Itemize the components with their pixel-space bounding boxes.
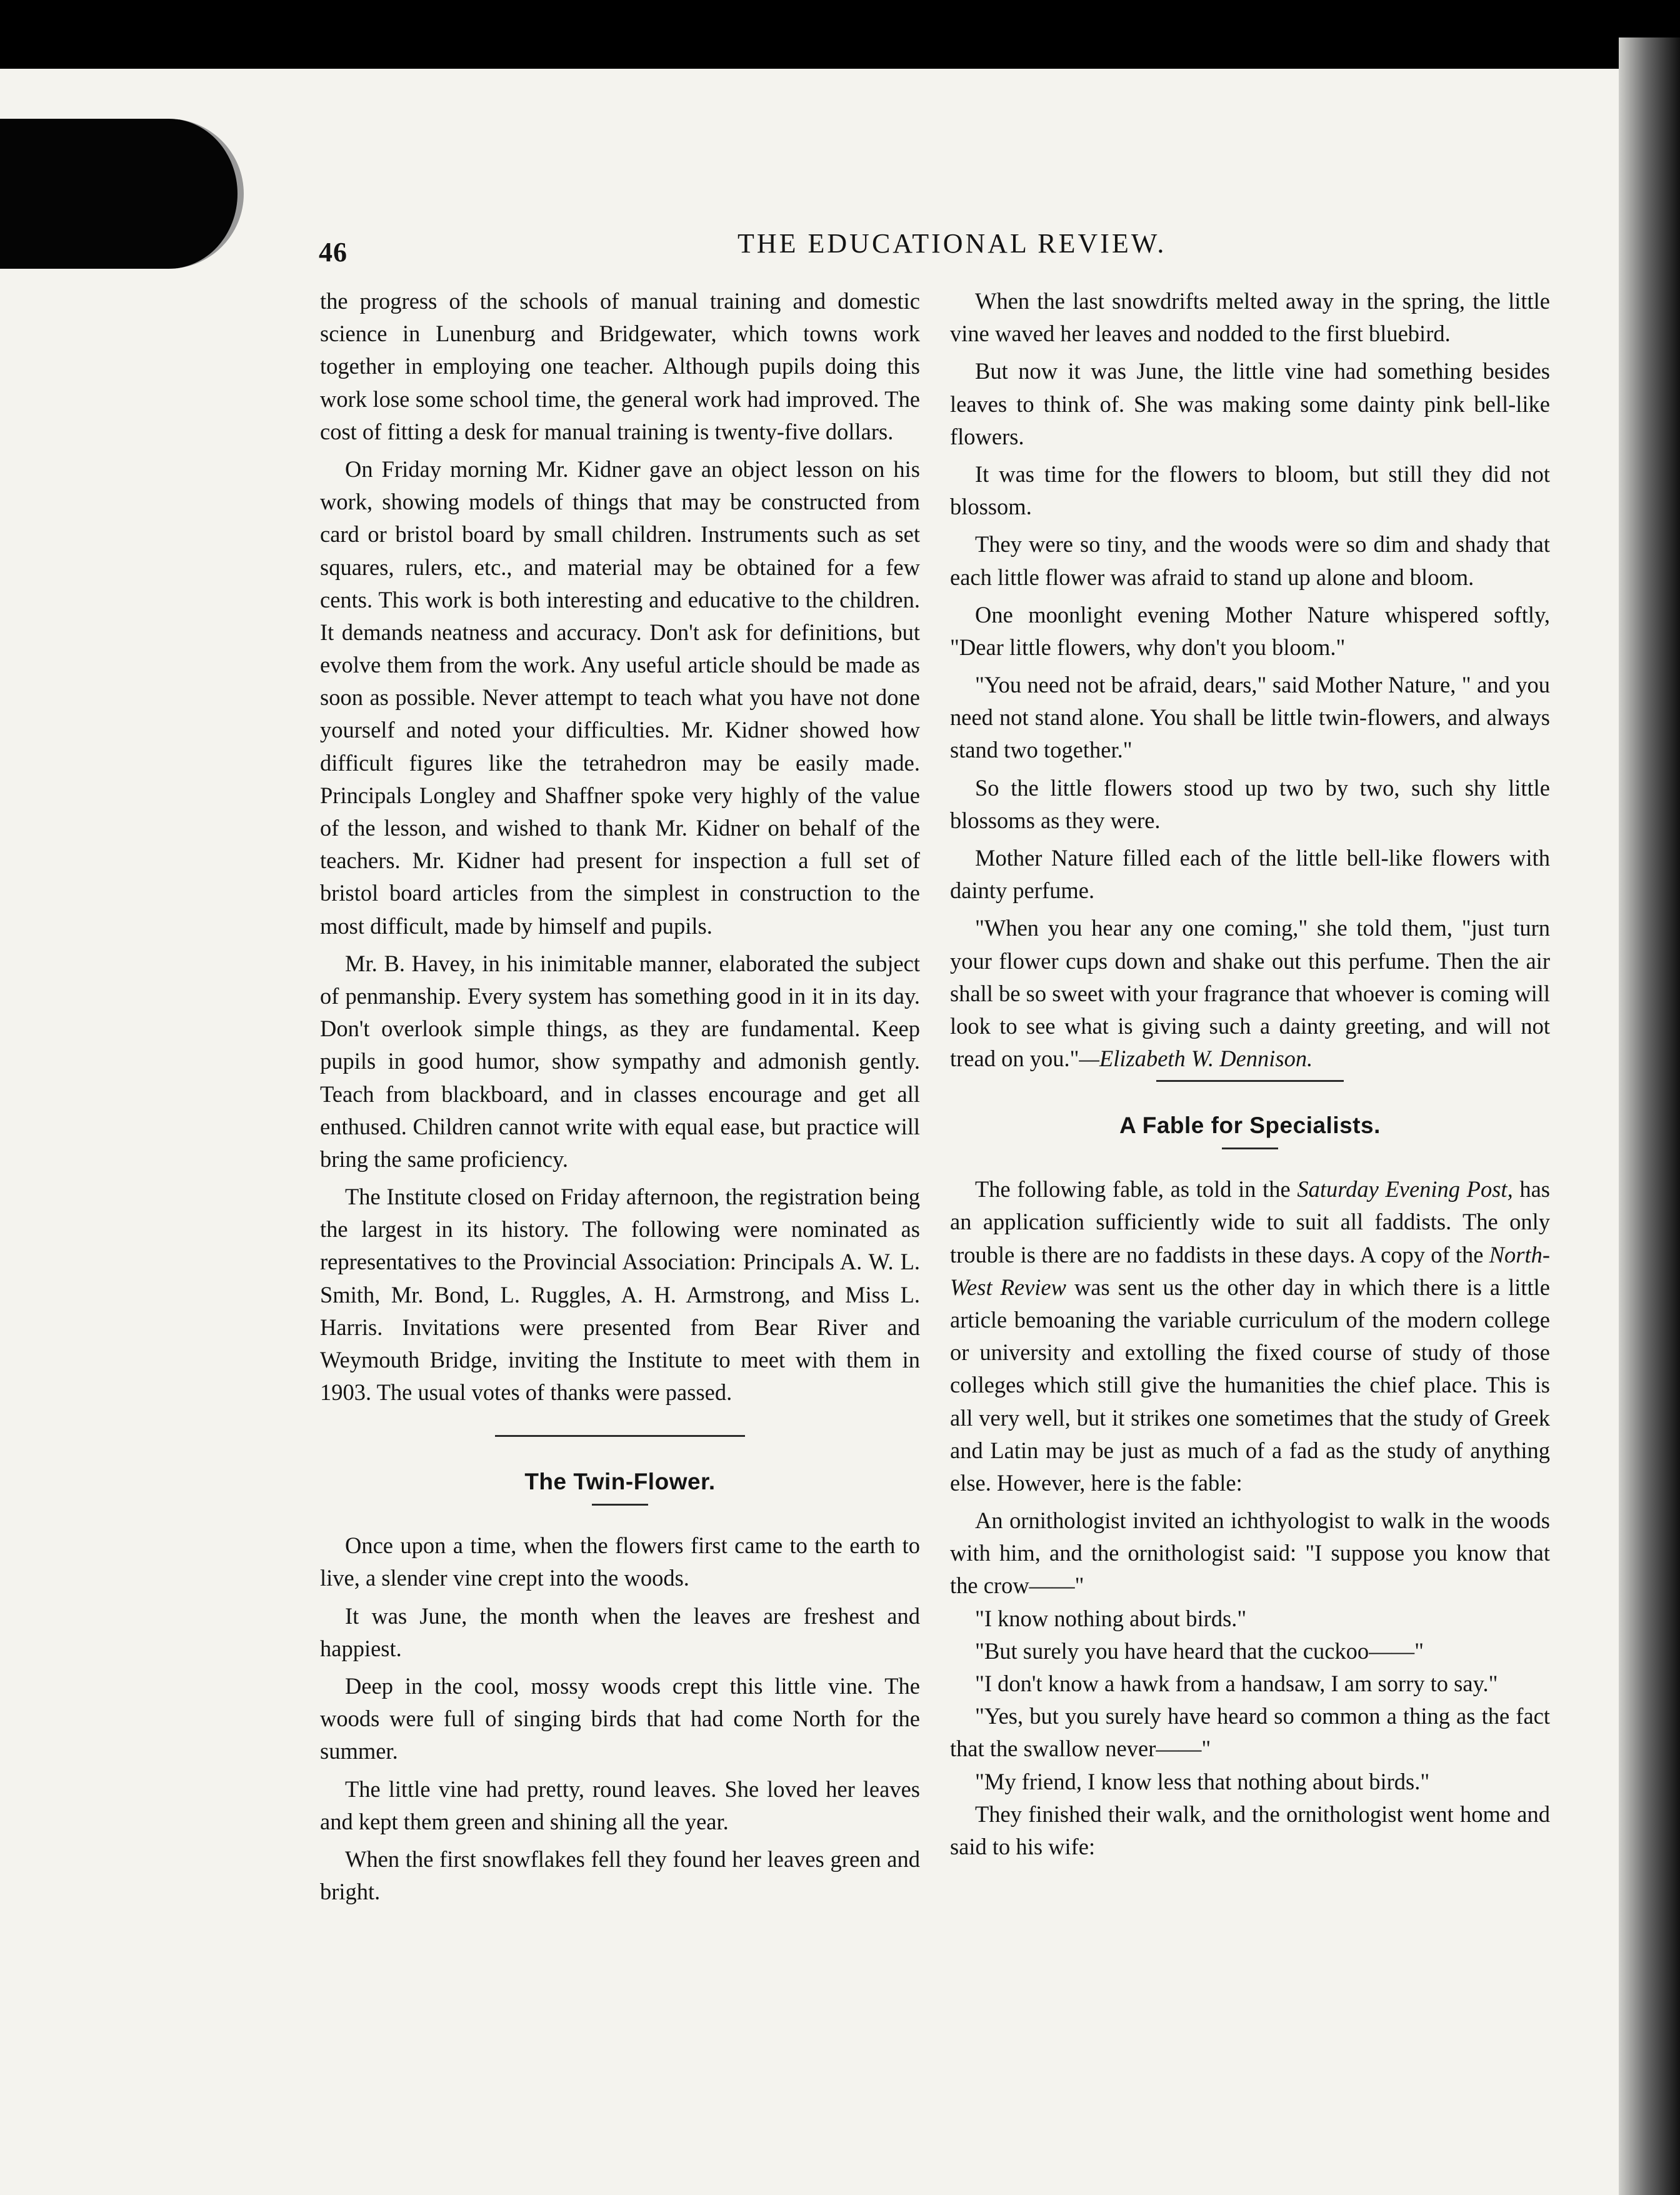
fable-intro <box>950 1173 1550 1499</box>
fable-dialog-line: An ornithologist invited an ichthyologist to walk in the woods with him, and the ornithologist said: "I suppose you know that the crow——" <box>950 1508 1550 1599</box>
story-paragraph: It was time for the flowers to bloom, but still they did not blossom. <box>950 461 1550 520</box>
book-spine-edge <box>1619 38 1680 2195</box>
story-paragraph: But now it was June, the little vine had something besides leaves to think of. She was making some dainty pink bell-like flowers. <box>950 358 1550 449</box>
title-underline <box>1222 1148 1278 1149</box>
fable-intro-text: The following fable, as told in the <box>975 1176 1298 1202</box>
fable-intro-text: has an application sufficiently wide to suit all faddists. The only trouble is there are no faddists in these days. A copy of the <box>950 1176 1550 1268</box>
fable-dialog-line: "But surely you have heard that the cuckoo——" <box>975 1638 1424 1664</box>
publication-title: North-West Review <box>950 1241 1550 1300</box>
story-paragraph: The little vine had pretty, round leaves. She loved her leaves and kept them green and shining all the year. <box>320 1776 920 1834</box>
story-paragraph: Once upon a time, when the flowers first came to the earth to live, a slender vine crept into the woods. <box>320 1532 920 1591</box>
fable-dialog-line: "I know nothing about birds." <box>975 1605 1247 1631</box>
section-divider <box>495 1435 745 1437</box>
article-paragraph: Mr. B. Havey, in his inimitable manner, elaborated the subject of penmanship. Every system has something good in it in its day. Don't overlook simple things, as they are fundamental. Keep pupils in good humor, show sympathy and admonish gently. Teach from blackboard, and in classes encourage and get all enthused. Children cannot write with equal ease, but practice will bring the same proficiency. <box>320 950 920 1172</box>
story-paragraph-final <box>950 912 1550 1075</box>
fable-dialog-line: They finished their walk, and the ornithologist went home and said to his wife: <box>950 1801 1550 1859</box>
story-paragraph: When the first snowflakes fell they found her leaves green and bright. <box>320 1846 920 1905</box>
article-paragraph: The Institute closed on Friday afternoon, the registration being the largest in its history. The following were nominated as representatives to the Provincial Association: Principals A. W. L. Smith, Mr. Bond, L. Ruggles, A. H. Armstrong, and Miss L. Harris. Invitations were presented from Bear River and Weymouth Bridge, inviting the Institute to meet with them in 1903. The usual votes of thanks were passed. <box>320 1184 920 1406</box>
fable-dialog-line: "I don't know a hawk from a handsaw, I am sorry to say." <box>975 1671 1498 1697</box>
running-head: THE EDUCATIONAL REVIEW. <box>738 228 1167 259</box>
article-paragraph: the progress of the schools of manual training and domestic science in Lunenburg and Bridgewater, which towns work together in employing one teacher. Although pupils doing this work lose some school time, the general work had improved. The cost of fitting a desk for manual training is twenty-five dollars. <box>320 288 920 444</box>
fable-intro-text: was sent us the other day in which there is a little article bemoaning the variable curriculum of the modern college or university and extolling the fixed course of study of those colleges which still give the humanities the chief place. This is all very well, but it strikes one sometimes that the study of Greek and Latin may be just as much of a fad as the study of anything else. However, here is the fable: <box>950 1274 1550 1496</box>
author-signature: —Elizabeth W. Dennison. <box>1079 1046 1313 1072</box>
fable-dialog-line: "Yes, but you surely have heard so common a thing as the fact that the swallow never——" <box>950 1703 1550 1762</box>
twin-flower-title: The Twin-Flower. <box>524 1469 716 1495</box>
story-paragraph: So the little flowers stood up two by two, such shy little blossoms as they were. <box>950 774 1550 833</box>
page-number: 46 <box>319 237 348 268</box>
title-underline <box>592 1504 648 1506</box>
fable-dialog-line: "My friend, I know less that nothing about birds." <box>975 1768 1430 1794</box>
article-paragraph: On Friday morning Mr. Kidner gave an object lesson on his work, showing models of things that may be constructed from card or bristol board by small children. Instruments such as set squares, rulers, etc., and material may be obtained for a few cents. This work is both interesting and educative to the children. It demands neatness and accuracy. Don't ask for definitions, but evolve them from the work. Any useful article should be made as soon as possible. Never attempt to teach what you have not done yourself and noted your difficulties. Mr. Kidner showed how difficult figures like the tetrahedron may be easily made. Principals Longley and Shaffner spoke very highly of the value of the lesson, and wished to thank Mr. Kidner on behalf of the teachers. Mr. Kidner had present for inspection a full set of bristol board articles from the simplest in construction to the most difficult, made by himself and pupils. <box>320 456 920 939</box>
section-divider <box>1156 1080 1344 1082</box>
fable-title: A Fable for Specialists. <box>1119 1112 1381 1139</box>
story-text: "When you hear any one coming," she told them, "just turn your flower cups down and shake out this perfume. Then the air shall be so sweet with your fragrance that whoever is coming will look to see what is giving such a dainty greeting, and will not tread on you." <box>950 915 1550 1072</box>
story-paragraph: Mother Nature filled each of the little bell-like flowers with dainty perfume. <box>950 845 1550 904</box>
story-paragraph: They were so tiny, and the woods were so dim and shady that each little flower was afraid to stand up alone and bloom. <box>950 531 1550 590</box>
story-paragraph: It was June, the month when the leaves are freshest and happiest. <box>320 1602 920 1661</box>
right-column <box>950 285 1550 1863</box>
story-paragraph: "You need not be afraid, dears," said Mother Nature, " and you need not stand alone. You shall be little twin-flowers, and always stand two together." <box>950 672 1550 763</box>
story-paragraph: One moonlight evening Mother Nature whispered softly, "Dear little flowers, why don't you bloom." <box>950 601 1550 660</box>
publication-title: Saturday Evening Post, <box>1297 1176 1513 1202</box>
story-paragraph: Deep in the cool, mossy woods crept this little vine. The woods were full of singing birds that had come North for the summer. <box>320 1673 920 1764</box>
left-column <box>320 285 920 1913</box>
binder-clip-shadow <box>0 119 244 269</box>
story-paragraph: When the last snowdrifts melted away in the spring, the little vine waved her leaves and nodded to the first bluebird. <box>950 288 1550 347</box>
